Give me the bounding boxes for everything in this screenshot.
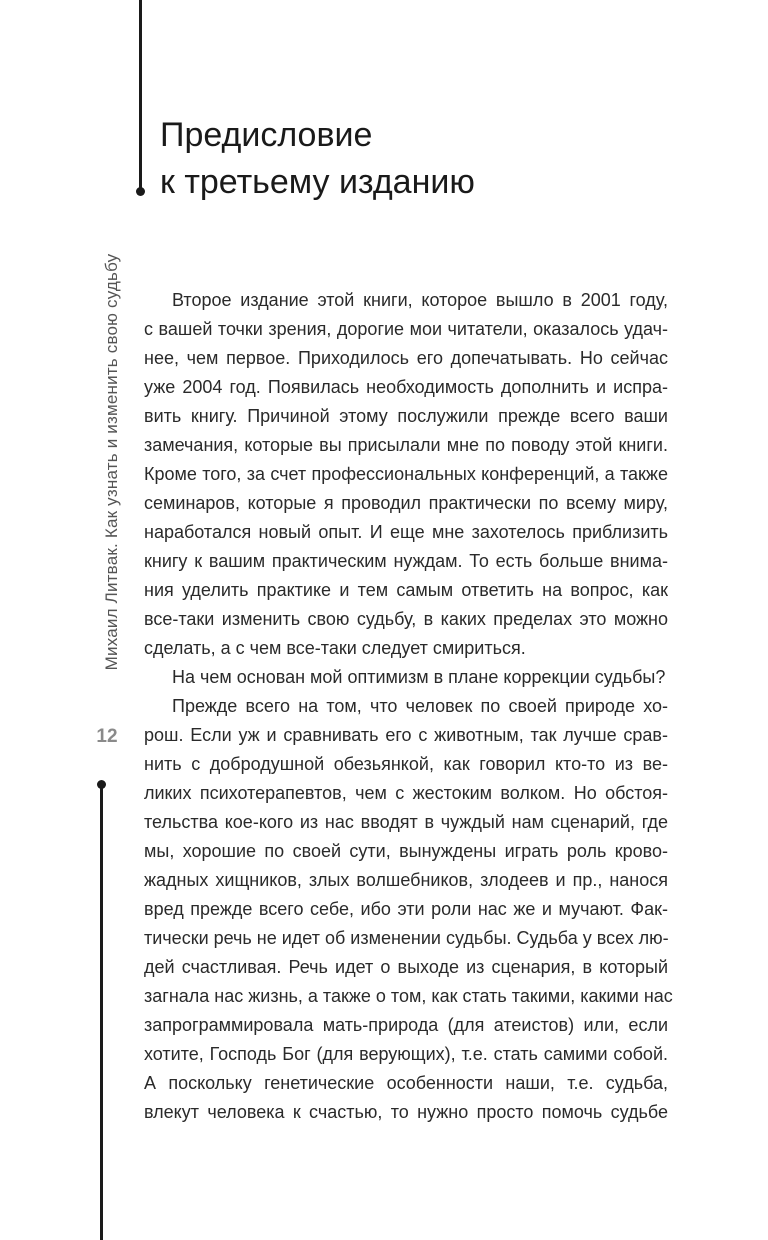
text-line: жадных хищников, злых волшебников, злодеев и пр., нанося [144,870,668,890]
text-line: вред прежде всего себе, ибо эти роли нас же и мучают. Фак- [144,899,668,919]
text-line: тельства кое-кого из нас вводят в чуждый нам сценарий, где [144,812,668,832]
chapter-title-line-1: Предисловие [160,116,373,154]
text-line: влекут человека к счастью, то нужно просто помочь судьбе [144,1102,668,1122]
top-vertical-rule [139,0,142,190]
text-line: Второе издание этой книги, которое вышло в 2001 году, [172,290,668,310]
text-line: все-таки изменить свою судьбу, в каких пределах это можно [144,609,668,629]
top-rule-dot [136,187,145,196]
text-line: ликих психотерапевтов, чем с жестоким волком. Но обстоя- [144,783,668,803]
text-line: мы, хорошие по своей сути, вынуждены играть роль крово- [144,841,668,861]
text-line: книгу к вашим практическим нуждам. То есть больше внима- [144,551,668,571]
text-line: Прежде всего на том, что человек по своей природе хо- [172,696,668,716]
text-line: тически речь не идет об изменении судьбы. Судьба у всех лю- [144,928,669,948]
text-line: с вашей точки зрения, дорогие мои читатели, оказалось удач- [144,319,668,339]
text-line: На чем основан мой оптимизм в плане коррекции судьбы? [172,667,666,687]
page-number: 12 [96,726,118,747]
chapter-title-line-2: к третьему изданию [160,163,475,201]
text-line: уже 2004 год. Появилась необходимость дополнить и испра- [144,377,668,397]
text-line: ния уделить практике и тем самым ответить на вопрос, как [144,580,668,600]
text-line: А поскольку генетические особенности наши, т.е. судьба, [144,1073,668,1093]
text-line: семинаров, которые я проводил практически по всему миру, [144,493,668,513]
text-line: хотите, Господь Бог (для верующих), т.е. стать самими собой. [144,1044,668,1064]
text-line: нее, чем первое. Приходилось его допечатывать. Но сейчас [144,348,668,368]
text-line: сделать, а с чем все-таки следует смириться. [144,638,526,658]
text-line: рош. Если уж и сравнивать его с животным, так лучше срав- [144,725,668,745]
text-line: дей счастливая. Речь идет о выходе из сценария, в который [144,957,668,977]
chapter-title [160,112,720,206]
text-line: запрограммировала мать-природа (для атеистов) или, если [144,1015,668,1035]
text-line: нить с добродушной обезьянкой, как говорил кто-то из ве- [144,754,668,774]
text-line: замечания, которые вы присылали мне по поводу этой книги. [144,435,668,455]
bottom-vertical-rule [100,785,103,1240]
running-head-text: Михаил Литвак. Как узнать и изменить свою судьбу [102,253,121,671]
text-line: Кроме того, за счет профессиональных конференций, а также [144,464,668,484]
text-line: вить книгу. Причиной этому послужили прежде всего ваши [144,406,668,426]
text-line: наработался новый опыт. И еще мне захотелось приблизить [144,522,668,542]
body-text [144,286,673,1127]
text-line: загнала нас жизнь, а также о том, как стать такими, какими нас [144,986,673,1006]
